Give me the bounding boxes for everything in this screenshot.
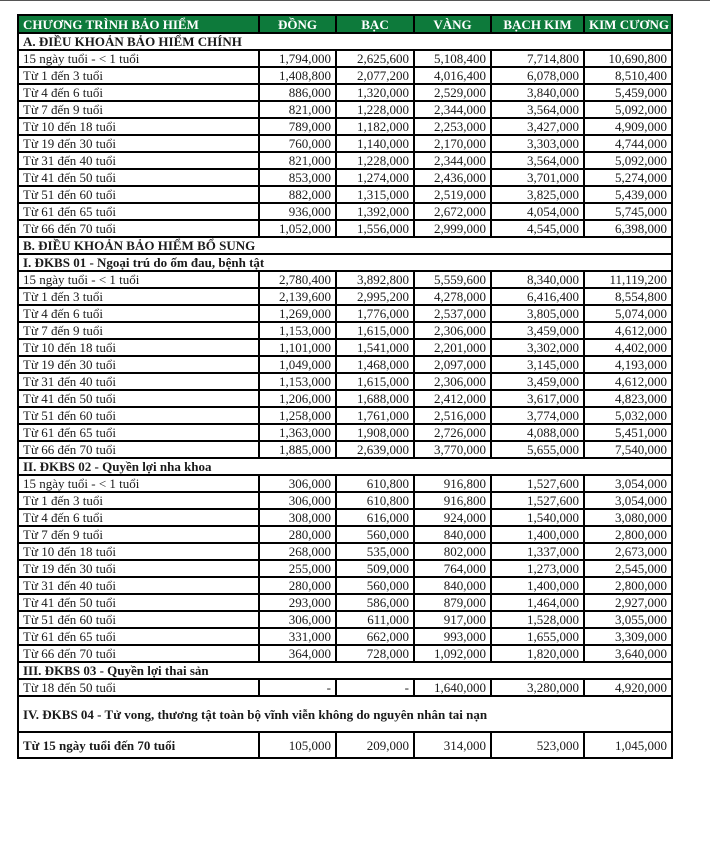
premium-vang: 924,000 — [414, 509, 491, 526]
table-row — [18, 169, 672, 186]
premium-kim-cuong: 4,823,000 — [584, 390, 672, 407]
premium-dong: 1,049,000 — [259, 356, 336, 373]
premium-dong: 936,000 — [259, 203, 336, 220]
premium-bac: 509,000 — [336, 560, 414, 577]
premium-bach-kim: 3,564,000 — [491, 152, 584, 169]
premium-vang: 802,000 — [414, 543, 491, 560]
page-top-rule — [0, 0, 710, 1]
table-row — [18, 220, 672, 237]
header-bac: BẠC — [336, 15, 414, 33]
premium-bac: 1,315,000 — [336, 186, 414, 203]
age-range-label: Từ 61 đến 65 tuổi — [18, 203, 259, 220]
premium-kim-cuong: 5,092,000 — [584, 101, 672, 118]
premium-bach-kim: 3,280,000 — [491, 679, 584, 696]
premium-bac: 2,995,200 — [336, 288, 414, 305]
age-range-label: Từ 31 đến 40 tuổi — [18, 152, 259, 169]
age-range-label: Từ 15 ngày tuổi đến 70 tuổi — [18, 732, 259, 758]
premium-dong: 886,000 — [259, 84, 336, 101]
premium-kim-cuong: 3,054,000 — [584, 475, 672, 492]
premium-bach-kim: 8,340,000 — [491, 271, 584, 288]
premium-bach-kim: 6,078,000 — [491, 67, 584, 84]
premium-kim-cuong: 2,800,000 — [584, 577, 672, 594]
premium-vang: 2,201,000 — [414, 339, 491, 356]
premium-dong: 1,408,800 — [259, 67, 336, 84]
premium-vang: 917,000 — [414, 611, 491, 628]
premium-bac: - — [336, 679, 414, 696]
premium-bac: 662,000 — [336, 628, 414, 645]
premium-vang: 2,519,000 — [414, 186, 491, 203]
premium-bach-kim: 5,655,000 — [491, 441, 584, 458]
premium-vang: 2,306,000 — [414, 322, 491, 339]
premium-kim-cuong: 3,309,000 — [584, 628, 672, 645]
section-title: I. ĐKBS 01 - Ngoại trú do ốm đau, bệnh tật — [18, 254, 672, 271]
premium-kim-cuong: 1,045,000 — [584, 732, 672, 758]
table-header-row — [18, 15, 672, 33]
premium-vang: 1,092,000 — [414, 645, 491, 662]
premium-bach-kim: 1,400,000 — [491, 577, 584, 594]
premium-bac: 1,615,000 — [336, 373, 414, 390]
table-row — [18, 492, 672, 509]
premium-vang: 2,253,000 — [414, 118, 491, 135]
premium-vang: 4,016,400 — [414, 67, 491, 84]
premium-vang: 2,170,000 — [414, 135, 491, 152]
age-range-label: Từ 1 đến 3 tuổi — [18, 492, 259, 509]
table-row — [18, 645, 672, 662]
premium-bach-kim: 3,303,000 — [491, 135, 584, 152]
age-range-label: Từ 19 đến 30 tuổi — [18, 135, 259, 152]
table-row — [18, 118, 672, 135]
table-row — [18, 594, 672, 611]
table-row — [18, 577, 672, 594]
premium-bac: 1,908,000 — [336, 424, 414, 441]
premium-kim-cuong: 10,690,800 — [584, 50, 672, 67]
premium-bach-kim: 4,054,000 — [491, 203, 584, 220]
table-row — [18, 50, 672, 67]
premium-dong: 308,000 — [259, 509, 336, 526]
age-range-label: 15 ngày tuổi - < 1 tuổi — [18, 271, 259, 288]
table-row — [18, 322, 672, 339]
table-row — [18, 152, 672, 169]
age-range-label: Từ 1 đến 3 tuổi — [18, 288, 259, 305]
table-row — [18, 628, 672, 645]
premium-kim-cuong: 8,554,800 — [584, 288, 672, 305]
section-title: A. ĐIỀU KHOẢN BẢO HIỂM CHÍNH — [18, 33, 672, 50]
age-range-label: Từ 4 đến 6 tuổi — [18, 509, 259, 526]
premium-dong: 1,258,000 — [259, 407, 336, 424]
premium-dong: 1,153,000 — [259, 373, 336, 390]
premium-vang: 5,559,600 — [414, 271, 491, 288]
header-program: CHƯƠNG TRÌNH BẢO HIỂM — [18, 15, 259, 33]
table-row — [18, 135, 672, 152]
premium-vang: 840,000 — [414, 526, 491, 543]
premium-vang: 2,344,000 — [414, 152, 491, 169]
premium-bach-kim: 3,617,000 — [491, 390, 584, 407]
section-header-dkbs04 — [18, 696, 672, 732]
age-range-label: Từ 4 đến 6 tuổi — [18, 305, 259, 322]
premium-bac: 1,140,000 — [336, 135, 414, 152]
premium-dong: 853,000 — [259, 169, 336, 186]
premium-vang: 879,000 — [414, 594, 491, 611]
premium-bac: 610,800 — [336, 492, 414, 509]
premium-kim-cuong: 2,545,000 — [584, 560, 672, 577]
premium-bach-kim: 3,805,000 — [491, 305, 584, 322]
premium-dong: 268,000 — [259, 543, 336, 560]
premium-dong: 331,000 — [259, 628, 336, 645]
table-row — [18, 441, 672, 458]
premium-kim-cuong: 5,459,000 — [584, 84, 672, 101]
premium-dong: - — [259, 679, 336, 696]
section-title: II. ĐKBS 02 - Quyền lợi nha khoa — [18, 458, 672, 475]
premium-vang: 2,726,000 — [414, 424, 491, 441]
age-range-label: Từ 4 đến 6 tuổi — [18, 84, 259, 101]
table-row — [18, 84, 672, 101]
table-row — [18, 203, 672, 220]
premium-bac: 209,000 — [336, 732, 414, 758]
premium-vang: 2,529,000 — [414, 84, 491, 101]
premium-dong: 306,000 — [259, 611, 336, 628]
premium-bac: 611,000 — [336, 611, 414, 628]
premium-vang: 2,999,000 — [414, 220, 491, 237]
table-body — [18, 33, 672, 758]
premium-dong: 1,206,000 — [259, 390, 336, 407]
premium-kim-cuong: 6,398,000 — [584, 220, 672, 237]
table-row — [18, 390, 672, 407]
premium-bac: 1,228,000 — [336, 152, 414, 169]
header-kim-cuong: KIM CƯƠNG — [584, 15, 672, 33]
premium-vang: 2,537,000 — [414, 305, 491, 322]
premium-kim-cuong: 4,909,000 — [584, 118, 672, 135]
table-row — [18, 288, 672, 305]
premium-bach-kim: 1,464,000 — [491, 594, 584, 611]
premium-kim-cuong: 4,920,000 — [584, 679, 672, 696]
premium-vang: 314,000 — [414, 732, 491, 758]
premium-vang: 3,770,000 — [414, 441, 491, 458]
premium-dong: 1,363,000 — [259, 424, 336, 441]
age-range-label: Từ 19 đến 30 tuổi — [18, 560, 259, 577]
premium-bac: 1,468,000 — [336, 356, 414, 373]
premium-bac: 1,776,000 — [336, 305, 414, 322]
premium-vang: 2,516,000 — [414, 407, 491, 424]
header-bach-kim: BẠCH KIM — [491, 15, 584, 33]
premium-bac: 1,392,000 — [336, 203, 414, 220]
premium-bac: 1,182,000 — [336, 118, 414, 135]
premium-vang: 2,672,000 — [414, 203, 491, 220]
premium-dong: 306,000 — [259, 492, 336, 509]
premium-bac: 1,320,000 — [336, 84, 414, 101]
premium-bach-kim: 1,273,000 — [491, 560, 584, 577]
premium-bac: 560,000 — [336, 577, 414, 594]
premium-vang: 2,097,000 — [414, 356, 491, 373]
premium-kim-cuong: 4,402,000 — [584, 339, 672, 356]
premium-dong: 293,000 — [259, 594, 336, 611]
section-title: IV. ĐKBS 04 - Tử vong, thương tật toàn bộ vĩnh viễn không do nguyên nhân tai nạn — [18, 696, 672, 732]
table-row — [18, 339, 672, 356]
premium-kim-cuong: 3,080,000 — [584, 509, 672, 526]
premium-bac: 1,556,000 — [336, 220, 414, 237]
premium-bach-kim: 1,400,000 — [491, 526, 584, 543]
premium-kim-cuong: 5,032,000 — [584, 407, 672, 424]
premium-dong: 1,885,000 — [259, 441, 336, 458]
premium-bac: 1,688,000 — [336, 390, 414, 407]
premium-dong: 821,000 — [259, 152, 336, 169]
premium-kim-cuong: 2,673,000 — [584, 543, 672, 560]
premium-dong: 882,000 — [259, 186, 336, 203]
age-range-label: Từ 51 đến 60 tuổi — [18, 186, 259, 203]
premium-bach-kim: 3,825,000 — [491, 186, 584, 203]
premium-dong: 255,000 — [259, 560, 336, 577]
premium-vang: 916,800 — [414, 475, 491, 492]
table-row — [18, 679, 672, 696]
premium-kim-cuong: 5,092,000 — [584, 152, 672, 169]
premium-dong: 821,000 — [259, 101, 336, 118]
premium-bach-kim: 3,427,000 — [491, 118, 584, 135]
premium-bach-kim: 3,701,000 — [491, 169, 584, 186]
premium-dong: 364,000 — [259, 645, 336, 662]
age-range-label: Từ 41 đến 50 tuổi — [18, 390, 259, 407]
premium-kim-cuong: 2,800,000 — [584, 526, 672, 543]
section-header-a — [18, 33, 672, 50]
premium-bach-kim: 4,088,000 — [491, 424, 584, 441]
premium-vang: 764,000 — [414, 560, 491, 577]
age-range-label: Từ 19 đến 30 tuổi — [18, 356, 259, 373]
premium-bach-kim: 4,545,000 — [491, 220, 584, 237]
age-range-label: Từ 66 đến 70 tuổi — [18, 220, 259, 237]
table-row — [18, 526, 672, 543]
premium-bac: 1,228,000 — [336, 101, 414, 118]
premium-bac: 2,639,000 — [336, 441, 414, 458]
premium-bach-kim: 1,527,600 — [491, 475, 584, 492]
age-range-label: Từ 18 đến 50 tuổi — [18, 679, 259, 696]
premium-bach-kim: 523,000 — [491, 732, 584, 758]
premium-bach-kim: 1,540,000 — [491, 509, 584, 526]
premium-bac: 535,000 — [336, 543, 414, 560]
section-header-b — [18, 237, 672, 254]
premium-vang: 1,640,000 — [414, 679, 491, 696]
premium-kim-cuong: 5,745,000 — [584, 203, 672, 220]
premium-bach-kim: 3,302,000 — [491, 339, 584, 356]
premium-bach-kim: 3,840,000 — [491, 84, 584, 101]
premium-bac: 1,274,000 — [336, 169, 414, 186]
premium-kim-cuong: 4,744,000 — [584, 135, 672, 152]
age-range-label: Từ 66 đến 70 tuổi — [18, 441, 259, 458]
table-row — [18, 732, 672, 758]
premium-bac: 616,000 — [336, 509, 414, 526]
premium-kim-cuong: 5,451,000 — [584, 424, 672, 441]
table-row — [18, 560, 672, 577]
premium-kim-cuong: 3,055,000 — [584, 611, 672, 628]
premium-bach-kim: 3,459,000 — [491, 373, 584, 390]
premium-bac: 3,892,800 — [336, 271, 414, 288]
premium-kim-cuong: 5,074,000 — [584, 305, 672, 322]
premium-bach-kim: 1,655,000 — [491, 628, 584, 645]
premium-kim-cuong: 5,439,000 — [584, 186, 672, 203]
age-range-label: Từ 10 đến 18 tuổi — [18, 543, 259, 560]
premium-kim-cuong: 5,274,000 — [584, 169, 672, 186]
table-row — [18, 305, 672, 322]
premium-dong: 789,000 — [259, 118, 336, 135]
premium-bach-kim: 3,564,000 — [491, 101, 584, 118]
premium-bach-kim: 1,527,600 — [491, 492, 584, 509]
premium-dong: 1,269,000 — [259, 305, 336, 322]
premium-vang: 2,306,000 — [414, 373, 491, 390]
age-range-label: Từ 7 đến 9 tuổi — [18, 101, 259, 118]
age-range-label: 15 ngày tuổi - < 1 tuổi — [18, 50, 259, 67]
age-range-label: Từ 51 đến 60 tuổi — [18, 611, 259, 628]
table-row — [18, 271, 672, 288]
premium-dong: 280,000 — [259, 526, 336, 543]
age-range-label: Từ 61 đến 65 tuổi — [18, 628, 259, 645]
premium-dong: 2,780,400 — [259, 271, 336, 288]
premium-bach-kim: 1,528,000 — [491, 611, 584, 628]
table-row — [18, 407, 672, 424]
age-range-label: Từ 7 đến 9 tuổi — [18, 322, 259, 339]
premium-dong: 105,000 — [259, 732, 336, 758]
premium-bach-kim: 1,337,000 — [491, 543, 584, 560]
premium-bac: 610,800 — [336, 475, 414, 492]
premium-vang: 993,000 — [414, 628, 491, 645]
section-header-dkbs02 — [18, 458, 672, 475]
table-row — [18, 424, 672, 441]
age-range-label: Từ 1 đến 3 tuổi — [18, 67, 259, 84]
age-range-label: Từ 41 đến 50 tuổi — [18, 594, 259, 611]
premium-vang: 840,000 — [414, 577, 491, 594]
age-range-label: Từ 10 đến 18 tuổi — [18, 339, 259, 356]
table-row — [18, 356, 672, 373]
premium-bac: 1,615,000 — [336, 322, 414, 339]
premium-dong: 1,052,000 — [259, 220, 336, 237]
table-row — [18, 67, 672, 84]
insurance-premium-table — [17, 14, 673, 759]
premium-bach-kim: 3,774,000 — [491, 407, 584, 424]
premium-kim-cuong: 2,927,000 — [584, 594, 672, 611]
premium-dong: 1,101,000 — [259, 339, 336, 356]
section-header-dkbs03 — [18, 662, 672, 679]
header-dong: ĐỒNG — [259, 15, 336, 33]
age-range-label: 15 ngày tuổi - < 1 tuổi — [18, 475, 259, 492]
premium-bac: 2,077,200 — [336, 67, 414, 84]
age-range-label: Từ 66 đến 70 tuổi — [18, 645, 259, 662]
premium-bac: 1,761,000 — [336, 407, 414, 424]
header-vang: VÀNG — [414, 15, 491, 33]
premium-dong: 1,153,000 — [259, 322, 336, 339]
premium-bac: 1,541,000 — [336, 339, 414, 356]
age-range-label: Từ 10 đến 18 tuổi — [18, 118, 259, 135]
age-range-label: Từ 41 đến 50 tuổi — [18, 169, 259, 186]
premium-kim-cuong: 4,612,000 — [584, 322, 672, 339]
table-row — [18, 101, 672, 118]
premium-bach-kim: 6,416,400 — [491, 288, 584, 305]
premium-dong: 2,139,600 — [259, 288, 336, 305]
premium-dong: 760,000 — [259, 135, 336, 152]
premium-bac: 586,000 — [336, 594, 414, 611]
table-row — [18, 509, 672, 526]
premium-kim-cuong: 8,510,400 — [584, 67, 672, 84]
premium-kim-cuong: 3,054,000 — [584, 492, 672, 509]
premium-bach-kim: 3,459,000 — [491, 322, 584, 339]
age-range-label: Từ 51 đến 60 tuổi — [18, 407, 259, 424]
premium-dong: 306,000 — [259, 475, 336, 492]
table-row — [18, 475, 672, 492]
table-row — [18, 611, 672, 628]
premium-bac: 728,000 — [336, 645, 414, 662]
premium-kim-cuong: 3,640,000 — [584, 645, 672, 662]
age-range-label: Từ 61 đến 65 tuổi — [18, 424, 259, 441]
premium-bach-kim: 1,820,000 — [491, 645, 584, 662]
premium-vang: 2,436,000 — [414, 169, 491, 186]
premium-kim-cuong: 4,193,000 — [584, 356, 672, 373]
section-header-dkbs01 — [18, 254, 672, 271]
premium-dong: 1,794,000 — [259, 50, 336, 67]
section-title: B. ĐIỀU KHOẢN BẢO HIỂM BỔ SUNG — [18, 237, 672, 254]
table-row — [18, 373, 672, 390]
age-range-label: Từ 31 đến 40 tuổi — [18, 373, 259, 390]
section-title: III. ĐKBS 03 - Quyền lợi thai sản — [18, 662, 672, 679]
premium-bac: 560,000 — [336, 526, 414, 543]
age-range-label: Từ 7 đến 9 tuổi — [18, 526, 259, 543]
premium-kim-cuong: 7,540,000 — [584, 441, 672, 458]
premium-vang: 4,278,000 — [414, 288, 491, 305]
premium-vang: 5,108,400 — [414, 50, 491, 67]
age-range-label: Từ 31 đến 40 tuổi — [18, 577, 259, 594]
premium-dong: 280,000 — [259, 577, 336, 594]
premium-kim-cuong: 4,612,000 — [584, 373, 672, 390]
premium-kim-cuong: 11,119,200 — [584, 271, 672, 288]
premium-vang: 2,412,000 — [414, 390, 491, 407]
premium-bach-kim: 7,714,800 — [491, 50, 584, 67]
premium-bach-kim: 3,145,000 — [491, 356, 584, 373]
table-row — [18, 543, 672, 560]
table-row — [18, 186, 672, 203]
premium-vang: 2,344,000 — [414, 101, 491, 118]
premium-bac: 2,625,600 — [336, 50, 414, 67]
premium-vang: 916,800 — [414, 492, 491, 509]
